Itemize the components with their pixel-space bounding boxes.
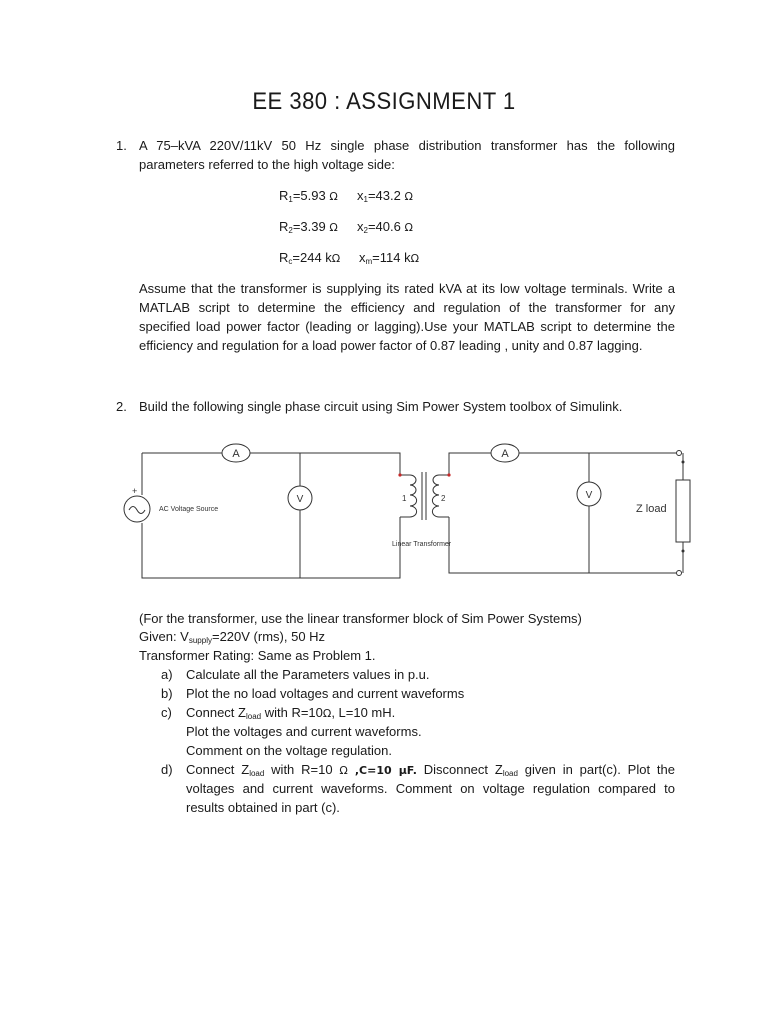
param-row-2: $R_2=3.39$ Ω $x_2=40.6$ Ω: [279, 219, 413, 235]
voltmeter-primary: [288, 486, 312, 510]
item-c-label: c): [161, 705, 172, 720]
q2-number: 2.: [116, 399, 127, 414]
q1-para-line2: MATLAB script to determine the efficiency and regulation of the transformer for any: [139, 300, 675, 315]
source-plus: +: [132, 486, 138, 496]
source-label: AC Voltage Source: [159, 506, 219, 513]
ac-source: [124, 486, 218, 522]
q2-note: (For the transformer, use the linear transformer block of Sim Power Systems): [139, 611, 582, 626]
item-d-text: Connect $Z_{load}$ with R=10 Ω ,C=10 μF. Disconnect $Z_{load}$ given in part(c). Plot the: [186, 762, 675, 778]
page-title: EE 380 : ASSIGNMENT 1: [252, 88, 516, 115]
item-c-line2: Plot the voltages and current waveforms.: [186, 724, 422, 739]
ammeter-secondary: [491, 444, 519, 462]
voltmeter-primary-label: V: [296, 494, 304, 505]
load-resistor: [636, 480, 690, 542]
q2-rating: Transformer Rating: Same as Problem 1.: [139, 648, 376, 663]
transformer-label: Linear Transformer: [392, 541, 452, 548]
winding-2-label: 2: [441, 494, 446, 503]
q2-intro: Build the following single phase circuit using Sim Power System toolbox of Simulink.: [139, 399, 623, 414]
ammeter-primary: [222, 444, 250, 462]
item-c-text: Connect $Z_{load}$ with R=10Ω, L=10 mH.: [186, 705, 396, 721]
q1-number: 1.: [116, 138, 127, 153]
ammeter-primary-label: A: [232, 448, 240, 460]
item-d-label: d): [161, 762, 173, 777]
q1-para-line4: efficiency and regulation for a load power factor of 0.87 leading , unity and 0.87 lagging.: [139, 338, 643, 353]
item-d-line2: voltages and current waveforms. Comment on voltage regulation compared to: [186, 781, 675, 796]
winding-1-label: 1: [402, 494, 407, 503]
voltmeter-secondary: [577, 482, 601, 506]
q1-line2: parameters referred to the high voltage side:: [139, 157, 395, 172]
q1-line1: A 75–kVA 220V/11kV 50 Hz single phase distribution transformer has the following: [139, 138, 675, 153]
item-c-line3: Comment on the voltage regulation.: [186, 743, 392, 758]
item-b-text: Plot the no load voltages and current waveforms: [186, 686, 465, 701]
item-a-label: a): [161, 667, 173, 682]
param-row-3: $R_c=244$ kΩ $x_m=114$ kΩ: [279, 250, 420, 266]
q2-given: Given: $V_{supply}=220V$ (rms), 50 Hz: [139, 629, 326, 645]
load-label: Z load: [636, 503, 667, 515]
ammeter-secondary-label: A: [501, 448, 509, 460]
param-row-1: $R_1=5.93$ Ω $x_1=43.2$ Ω: [279, 188, 413, 204]
voltmeter-secondary-label: V: [585, 490, 593, 501]
item-a-text: Calculate all the Parameters values in p.u.: [186, 667, 430, 682]
item-b-label: b): [161, 686, 173, 701]
q1-para-line1: Assume that the transformer is supplying its rated kVA at its low voltage terminals. Write a: [139, 281, 675, 296]
q1-para-line3: specified load power factor (leading or lagging).Use your MATLAB script to determine the: [139, 319, 675, 334]
item-d-line3: results obtained in part (c).: [186, 800, 340, 815]
